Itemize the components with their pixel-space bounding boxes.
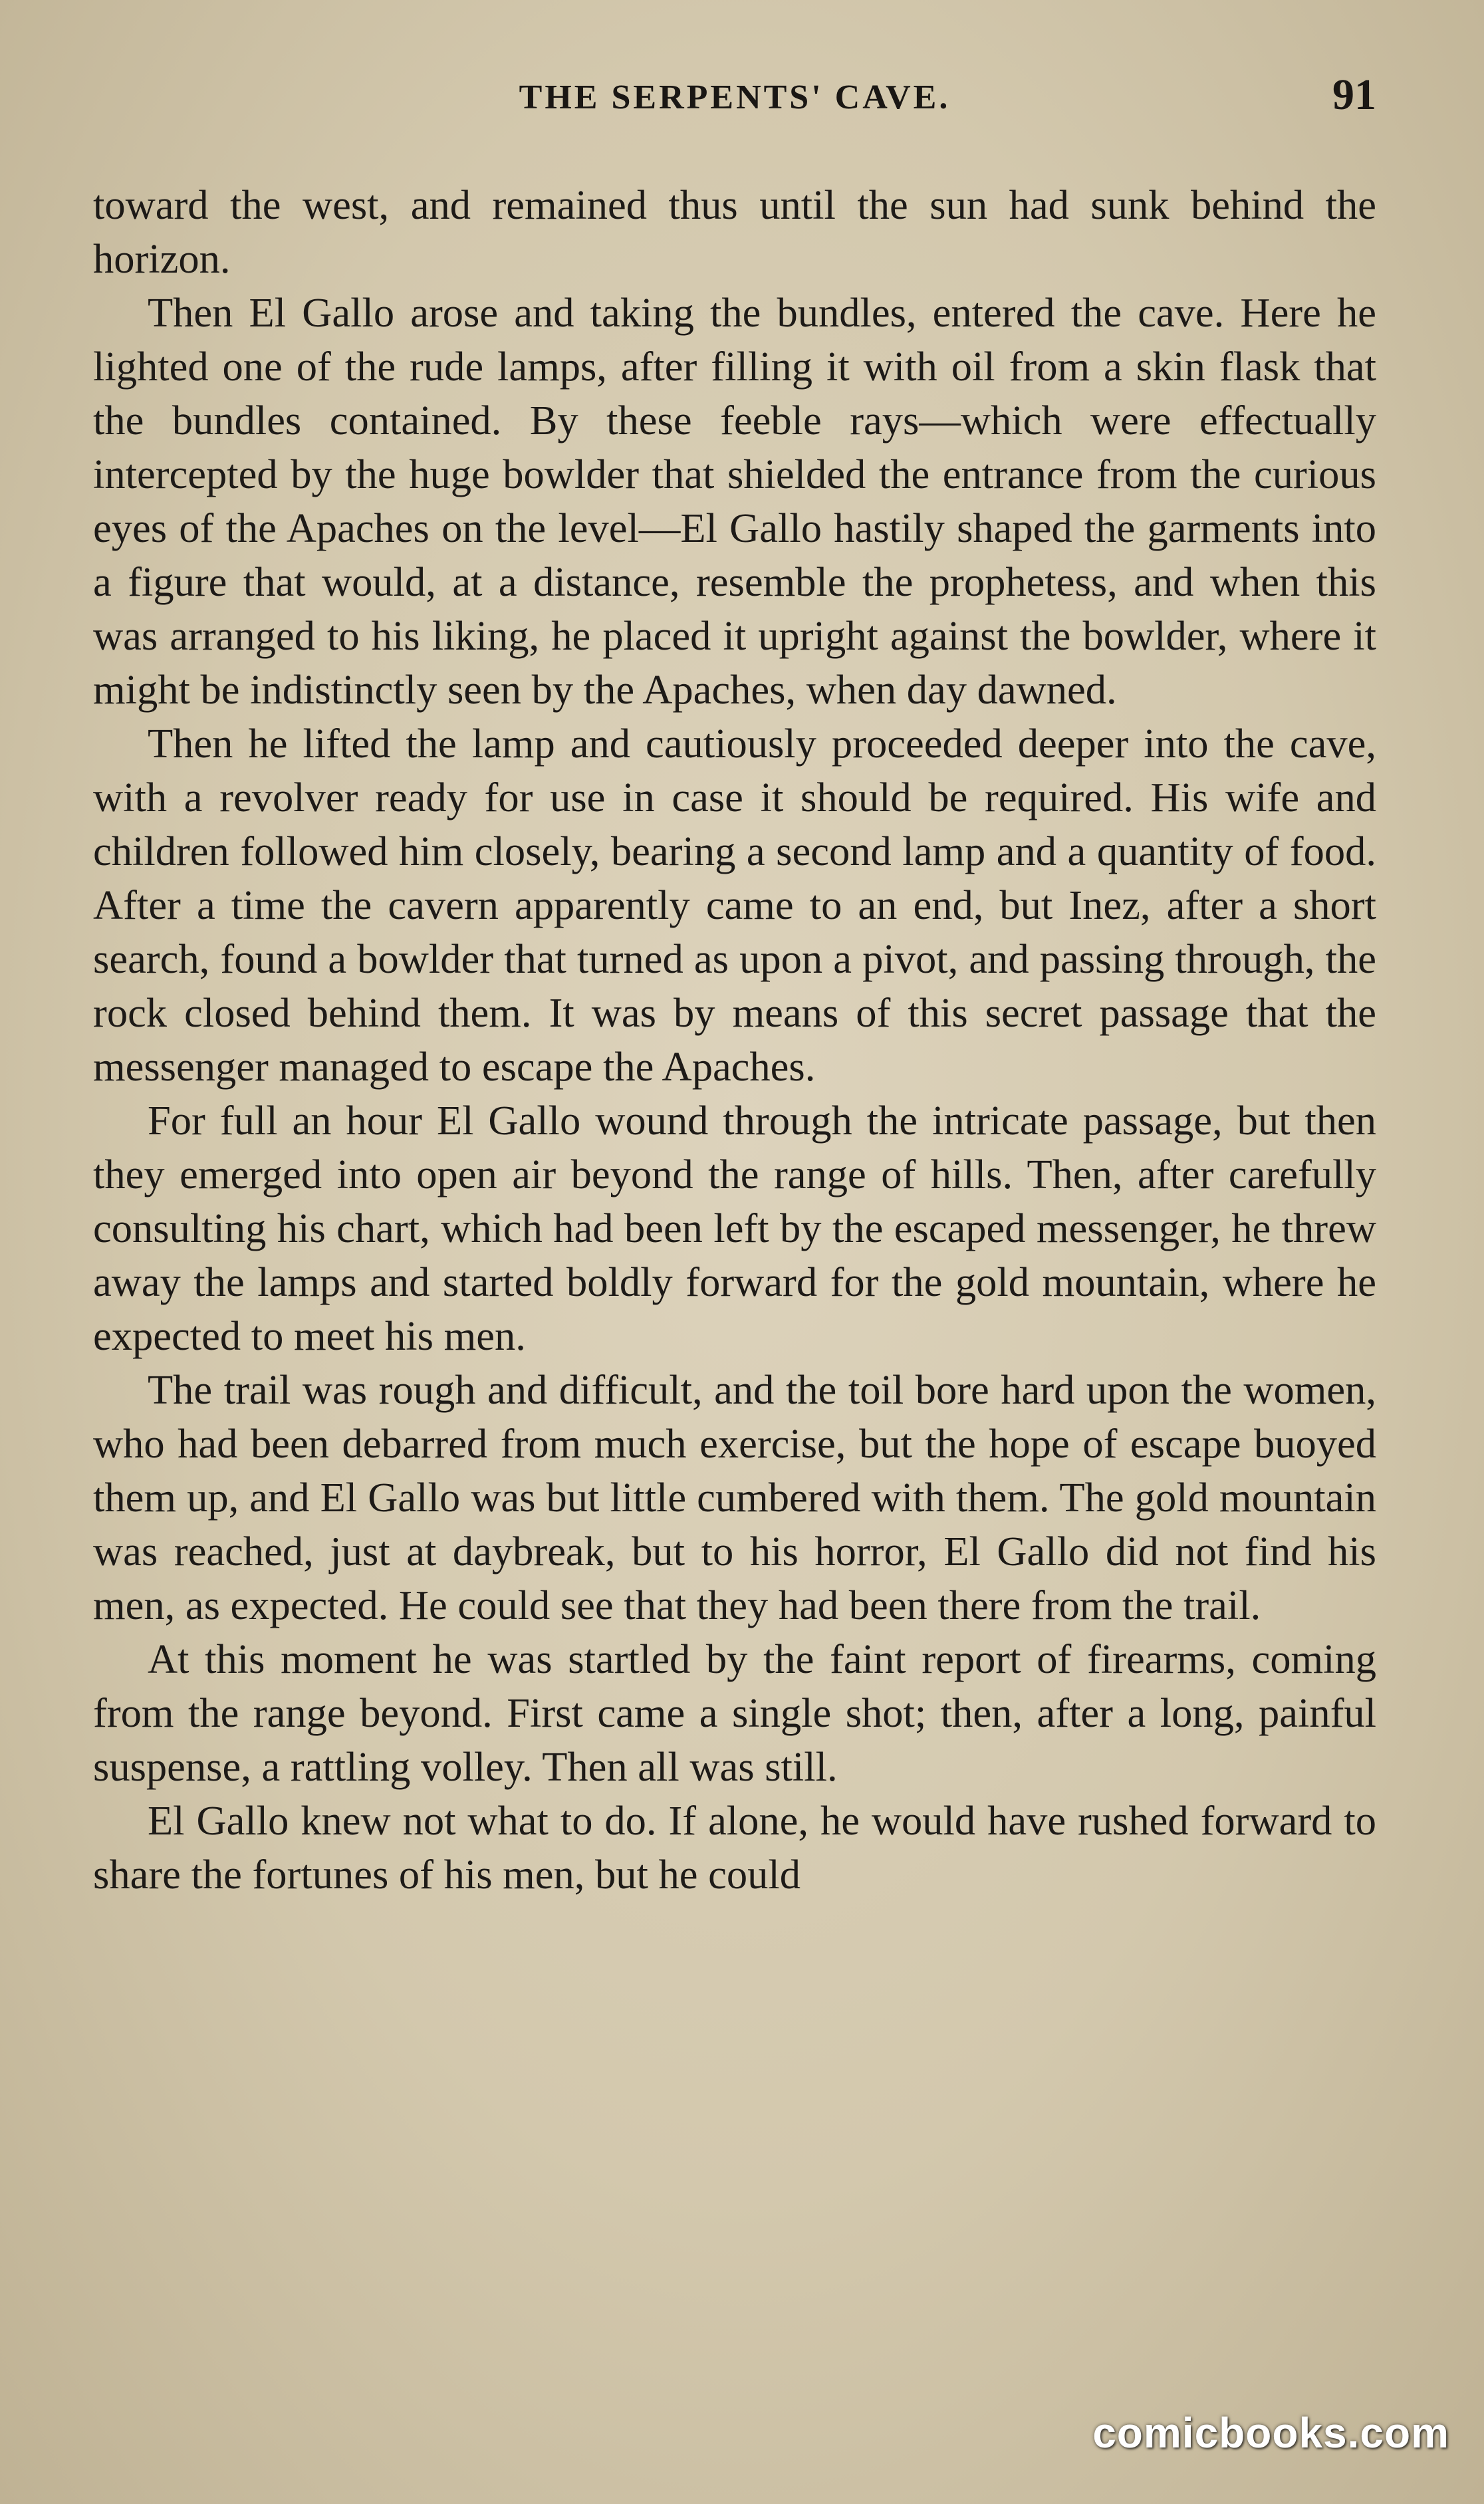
watermark: comicbooks.com xyxy=(1092,2409,1449,2457)
page-number: 91 xyxy=(1332,70,1376,119)
paragraph: For full an hour El Gallo wound through the intricate passage, but then they emerged into open air beyond the range of hills. Then, after carefully consulting his chart, which had been left by the escaped messenger, he threw away the lamps and started boldly forward for the gold mountain, where he expected to meet his men. xyxy=(93,1097,1376,1359)
running-head: THE SERPENTS' CAVE. xyxy=(519,78,951,116)
paragraph: Then El Gallo arose and taking the bundles, entered the cave. Here he lighted one of the rude lamps, after filling it with oil from a skin flask that the bundles contained. By these feeble rays—which were effectually intercepted by the huge bowlder that shielded the entrance from the curious eyes of the Apaches on the level—El Gallo hastily shaped the garments into a figure that would, at a distance, resemble the prophetess, and when this was arranged to his liking, he placed it upright against the bowlder, where it might be indistinctly seen by the Apaches, when day dawned. xyxy=(93,289,1376,713)
paragraph: The trail was rough and difficult, and the toil bore hard upon the women, who had been debarred from much exercise, but the hope of escape buoyed them up, and El Gallo was but little cumbered with them. The gold mountain was reached, just at daybreak, but to his horror, El Gallo did not find his men, as expected. He could see that they had been there from the trail. xyxy=(93,1366,1376,1628)
page-header xyxy=(93,70,1376,130)
paragraph: At this moment he was startled by the faint report of firearms, coming from the range beyond. First came a single shot; then, after a long, painful suspense, a rattling volley. Then all was still. xyxy=(93,1636,1376,1790)
paragraph: El Gallo knew not what to do. If alone, he would have rushed forward to share the fortunes of his men, but he could xyxy=(93,1797,1376,1898)
body-text xyxy=(93,178,1376,1902)
paragraph: Then he lifted the lamp and cautiously proceeded deeper into the cave, with a revolver ready for use in case it should be required. His wife and children followed him closely, bearing a second lamp and a quantity of food. After a time the cavern apparently came to an end, but Inez, after a short search, found a bowlder that turned as upon a pivot, and passing through, the rock closed behind them. It was by means of this secret passage that the messenger managed to escape the Apaches. xyxy=(93,720,1376,1090)
paragraph: toward the west, and remained thus until the sun had sunk behind the horizon. xyxy=(93,182,1376,282)
